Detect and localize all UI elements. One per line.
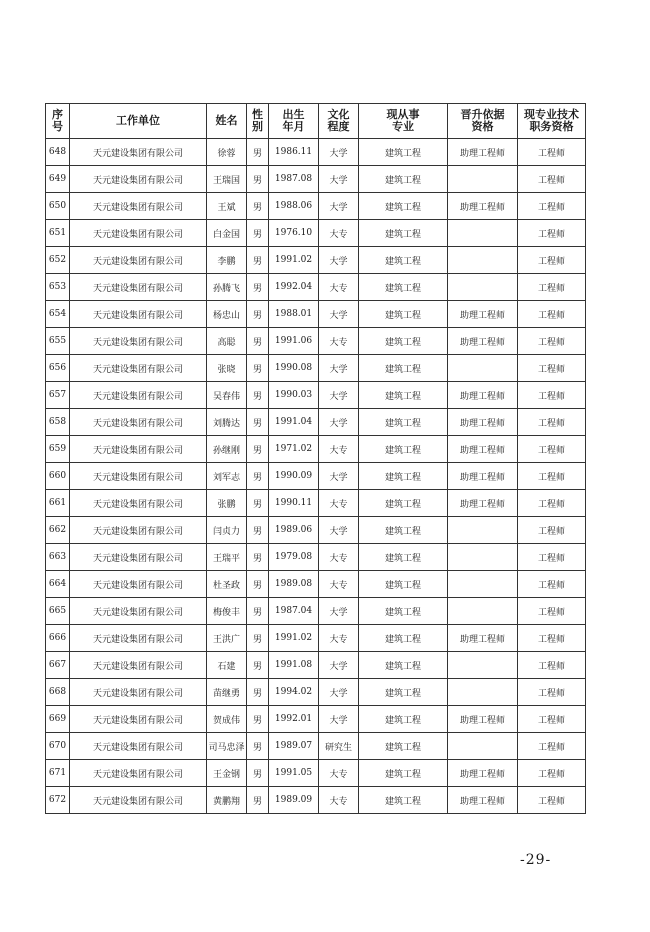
table-body [46,139,586,814]
cell-birth: 1990.08 [269,355,319,382]
cell-major: 建筑工程 [359,382,448,409]
cell-birth: 1976.10 [269,220,319,247]
cell-birth: 1992.04 [269,274,319,301]
cell-major: 建筑工程 [359,463,448,490]
cell-unit: 天元建设集团有限公司 [70,220,207,247]
cell-title: 工程师 [518,247,586,274]
cell-title: 工程师 [518,139,586,166]
cell-gender: 男 [247,328,269,355]
cell-seq: 655 [46,328,70,355]
cell-gender: 男 [247,679,269,706]
table-row [46,490,586,517]
cell-education: 大专 [319,625,359,652]
cell-title: 工程师 [518,355,586,382]
cell-birth: 1990.09 [269,463,319,490]
cell-education: 大学 [319,166,359,193]
cell-gender: 男 [247,490,269,517]
cell-education: 大学 [319,463,359,490]
cell-birth: 1991.02 [269,625,319,652]
cell-seq: 666 [46,625,70,652]
cell-major: 建筑工程 [359,328,448,355]
cell-birth: 1991.08 [269,652,319,679]
table-row [46,355,586,382]
cell-gender: 男 [247,652,269,679]
cell-gender: 男 [247,598,269,625]
cell-gender: 男 [247,274,269,301]
cell-basis [448,355,518,382]
table-row [46,382,586,409]
cell-gender: 男 [247,571,269,598]
cell-unit: 天元建设集团有限公司 [70,463,207,490]
cell-major: 建筑工程 [359,706,448,733]
cell-major: 建筑工程 [359,436,448,463]
cell-name: 黄鹏翔 [207,787,247,814]
cell-unit: 天元建设集团有限公司 [70,787,207,814]
cell-seq: 654 [46,301,70,328]
cell-basis [448,733,518,760]
cell-name: 张晓 [207,355,247,382]
cell-seq: 661 [46,490,70,517]
cell-major: 建筑工程 [359,571,448,598]
cell-name: 张鹏 [207,490,247,517]
cell-basis [448,598,518,625]
cell-seq: 657 [46,382,70,409]
cell-birth: 1971.02 [269,436,319,463]
cell-seq: 658 [46,409,70,436]
table-row [46,409,586,436]
cell-birth: 1988.01 [269,301,319,328]
cell-birth: 1991.04 [269,409,319,436]
cell-major: 建筑工程 [359,247,448,274]
cell-birth: 1991.02 [269,247,319,274]
cell-basis: 助理工程师 [448,787,518,814]
cell-seq: 652 [46,247,70,274]
cell-education: 大学 [319,247,359,274]
cell-name: 苗继勇 [207,679,247,706]
cell-gender: 男 [247,517,269,544]
cell-unit: 天元建设集团有限公司 [70,247,207,274]
cell-title: 工程师 [518,787,586,814]
cell-basis [448,652,518,679]
header-name: 姓名 [207,104,247,139]
cell-major: 建筑工程 [359,409,448,436]
cell-unit: 天元建设集团有限公司 [70,274,207,301]
cell-major: 建筑工程 [359,652,448,679]
header-basis: 晋升依据 资格 [448,104,518,139]
cell-education: 大学 [319,139,359,166]
table-row [46,517,586,544]
cell-education: 大学 [319,355,359,382]
cell-major: 建筑工程 [359,598,448,625]
cell-education: 大学 [319,193,359,220]
cell-birth: 1989.09 [269,787,319,814]
header-seq: 序 号 [46,104,70,139]
table-row [46,463,586,490]
cell-basis [448,220,518,247]
cell-birth: 1987.08 [269,166,319,193]
cell-basis [448,544,518,571]
cell-education: 大专 [319,787,359,814]
table-row [46,733,586,760]
cell-title: 工程师 [518,598,586,625]
cell-title: 工程师 [518,382,586,409]
table-row [46,193,586,220]
cell-gender: 男 [247,247,269,274]
table-row [46,301,586,328]
cell-unit: 天元建设集团有限公司 [70,328,207,355]
cell-gender: 男 [247,544,269,571]
cell-education: 大学 [319,652,359,679]
cell-gender: 男 [247,787,269,814]
table-row [46,544,586,571]
cell-seq: 664 [46,571,70,598]
cell-unit: 天元建设集团有限公司 [70,436,207,463]
cell-gender: 男 [247,733,269,760]
cell-basis: 助理工程师 [448,760,518,787]
cell-basis [448,517,518,544]
cell-basis [448,679,518,706]
cell-name: 李鹏 [207,247,247,274]
cell-unit: 天元建设集团有限公司 [70,679,207,706]
cell-gender: 男 [247,139,269,166]
cell-education: 大专 [319,760,359,787]
table-row [46,652,586,679]
cell-title: 工程师 [518,706,586,733]
header-title: 现专业技术 职务资格 [518,104,586,139]
cell-unit: 天元建设集团有限公司 [70,625,207,652]
table-row [46,571,586,598]
table-row [46,220,586,247]
cell-name: 王洪广 [207,625,247,652]
cell-unit: 天元建设集团有限公司 [70,733,207,760]
cell-basis: 助理工程师 [448,193,518,220]
cell-name: 杨忠山 [207,301,247,328]
cell-title: 工程师 [518,301,586,328]
cell-birth: 1989.08 [269,571,319,598]
cell-basis: 助理工程师 [448,625,518,652]
cell-unit: 天元建设集团有限公司 [70,571,207,598]
cell-basis [448,571,518,598]
cell-name: 闫贞力 [207,517,247,544]
cell-title: 工程师 [518,193,586,220]
cell-unit: 天元建设集团有限公司 [70,301,207,328]
cell-seq: 670 [46,733,70,760]
personnel-table [45,103,586,814]
cell-major: 建筑工程 [359,355,448,382]
cell-unit: 天元建设集团有限公司 [70,706,207,733]
cell-seq: 649 [46,166,70,193]
cell-birth: 1986.11 [269,139,319,166]
cell-education: 大学 [319,679,359,706]
cell-gender: 男 [247,409,269,436]
cell-gender: 男 [247,625,269,652]
cell-seq: 665 [46,598,70,625]
cell-birth: 1991.06 [269,328,319,355]
cell-name: 王金钢 [207,760,247,787]
cell-unit: 天元建设集团有限公司 [70,517,207,544]
cell-education: 大专 [319,571,359,598]
table-row [46,706,586,733]
cell-title: 工程师 [518,463,586,490]
cell-gender: 男 [247,760,269,787]
table-row [46,625,586,652]
cell-education: 大专 [319,544,359,571]
cell-basis: 助理工程师 [448,139,518,166]
cell-title: 工程师 [518,409,586,436]
cell-gender: 男 [247,382,269,409]
cell-major: 建筑工程 [359,733,448,760]
cell-seq: 650 [46,193,70,220]
cell-seq: 656 [46,355,70,382]
cell-unit: 天元建设集团有限公司 [70,193,207,220]
cell-title: 工程师 [518,571,586,598]
cell-education: 研究生 [319,733,359,760]
cell-basis: 助理工程师 [448,706,518,733]
cell-basis: 助理工程师 [448,301,518,328]
cell-unit: 天元建设集团有限公司 [70,490,207,517]
cell-unit: 天元建设集团有限公司 [70,166,207,193]
cell-education: 大学 [319,301,359,328]
cell-seq: 671 [46,760,70,787]
cell-unit: 天元建设集团有限公司 [70,355,207,382]
cell-name: 白金国 [207,220,247,247]
cell-gender: 男 [247,706,269,733]
cell-education: 大专 [319,220,359,247]
cell-major: 建筑工程 [359,193,448,220]
table-row [46,247,586,274]
cell-birth: 1979.08 [269,544,319,571]
cell-seq: 651 [46,220,70,247]
cell-title: 工程师 [518,274,586,301]
cell-birth: 1989.06 [269,517,319,544]
cell-education: 大专 [319,328,359,355]
cell-birth: 1994.02 [269,679,319,706]
cell-gender: 男 [247,220,269,247]
cell-major: 建筑工程 [359,679,448,706]
cell-unit: 天元建设集团有限公司 [70,139,207,166]
cell-title: 工程师 [518,220,586,247]
cell-basis: 助理工程师 [448,436,518,463]
cell-gender: 男 [247,166,269,193]
cell-gender: 男 [247,463,269,490]
cell-basis: 助理工程师 [448,328,518,355]
cell-name: 王瑞平 [207,544,247,571]
cell-name: 石建 [207,652,247,679]
cell-birth: 1992.01 [269,706,319,733]
cell-name: 刘腾达 [207,409,247,436]
cell-birth: 1990.11 [269,490,319,517]
cell-seq: 653 [46,274,70,301]
header-major: 现从事 专业 [359,104,448,139]
cell-major: 建筑工程 [359,787,448,814]
cell-education: 大学 [319,706,359,733]
cell-unit: 天元建设集团有限公司 [70,382,207,409]
cell-unit: 天元建设集团有限公司 [70,598,207,625]
cell-seq: 668 [46,679,70,706]
cell-education: 大学 [319,382,359,409]
cell-gender: 男 [247,436,269,463]
table-row [46,787,586,814]
cell-title: 工程师 [518,544,586,571]
cell-birth: 1989.07 [269,733,319,760]
cell-major: 建筑工程 [359,517,448,544]
cell-unit: 天元建设集团有限公司 [70,544,207,571]
cell-name: 徐蓉 [207,139,247,166]
header-education: 文化 程度 [319,104,359,139]
cell-unit: 天元建设集团有限公司 [70,409,207,436]
cell-seq: 667 [46,652,70,679]
cell-gender: 男 [247,193,269,220]
page-number: -29- [520,852,552,868]
cell-major: 建筑工程 [359,301,448,328]
cell-name: 孙继刚 [207,436,247,463]
cell-title: 工程师 [518,733,586,760]
cell-name: 梅俊丰 [207,598,247,625]
table-row [46,598,586,625]
table-header-row [46,104,586,139]
cell-education: 大学 [319,598,359,625]
cell-education: 大专 [319,490,359,517]
cell-seq: 672 [46,787,70,814]
cell-title: 工程师 [518,166,586,193]
cell-education: 大学 [319,409,359,436]
cell-seq: 669 [46,706,70,733]
cell-basis [448,166,518,193]
cell-education: 大学 [319,517,359,544]
cell-seq: 660 [46,463,70,490]
cell-seq: 659 [46,436,70,463]
cell-title: 工程师 [518,760,586,787]
cell-name: 刘军志 [207,463,247,490]
cell-basis [448,247,518,274]
cell-title: 工程师 [518,328,586,355]
cell-birth: 1990.03 [269,382,319,409]
cell-name: 贺成伟 [207,706,247,733]
table-row [46,328,586,355]
cell-title: 工程师 [518,679,586,706]
cell-seq: 662 [46,517,70,544]
cell-name: 吴春伟 [207,382,247,409]
cell-birth: 1991.05 [269,760,319,787]
header-gender: 性 别 [247,104,269,139]
cell-major: 建筑工程 [359,166,448,193]
cell-name: 司马忠泽 [207,733,247,760]
cell-major: 建筑工程 [359,625,448,652]
table-row [46,436,586,463]
cell-major: 建筑工程 [359,544,448,571]
cell-title: 工程师 [518,436,586,463]
table-row [46,760,586,787]
cell-major: 建筑工程 [359,274,448,301]
cell-title: 工程师 [518,517,586,544]
cell-name: 高聪 [207,328,247,355]
cell-birth: 1987.04 [269,598,319,625]
cell-birth: 1988.06 [269,193,319,220]
cell-name: 孙腾飞 [207,274,247,301]
header-birth: 出生 年月 [269,104,319,139]
cell-major: 建筑工程 [359,139,448,166]
cell-basis: 助理工程师 [448,490,518,517]
cell-basis: 助理工程师 [448,382,518,409]
cell-name: 杜圣政 [207,571,247,598]
cell-unit: 天元建设集团有限公司 [70,760,207,787]
cell-basis [448,274,518,301]
cell-gender: 男 [247,355,269,382]
header-unit: 工作单位 [70,104,207,139]
cell-unit: 天元建设集团有限公司 [70,652,207,679]
cell-name: 王瑞国 [207,166,247,193]
table-row [46,679,586,706]
cell-name: 王斌 [207,193,247,220]
cell-seq: 648 [46,139,70,166]
cell-title: 工程师 [518,652,586,679]
cell-title: 工程师 [518,625,586,652]
cell-gender: 男 [247,301,269,328]
table-row [46,166,586,193]
cell-title: 工程师 [518,490,586,517]
cell-education: 大专 [319,436,359,463]
cell-education: 大专 [319,274,359,301]
cell-basis: 助理工程师 [448,463,518,490]
cell-major: 建筑工程 [359,490,448,517]
table-row [46,139,586,166]
cell-seq: 663 [46,544,70,571]
cell-major: 建筑工程 [359,220,448,247]
table-row [46,274,586,301]
cell-major: 建筑工程 [359,760,448,787]
cell-basis: 助理工程师 [448,409,518,436]
